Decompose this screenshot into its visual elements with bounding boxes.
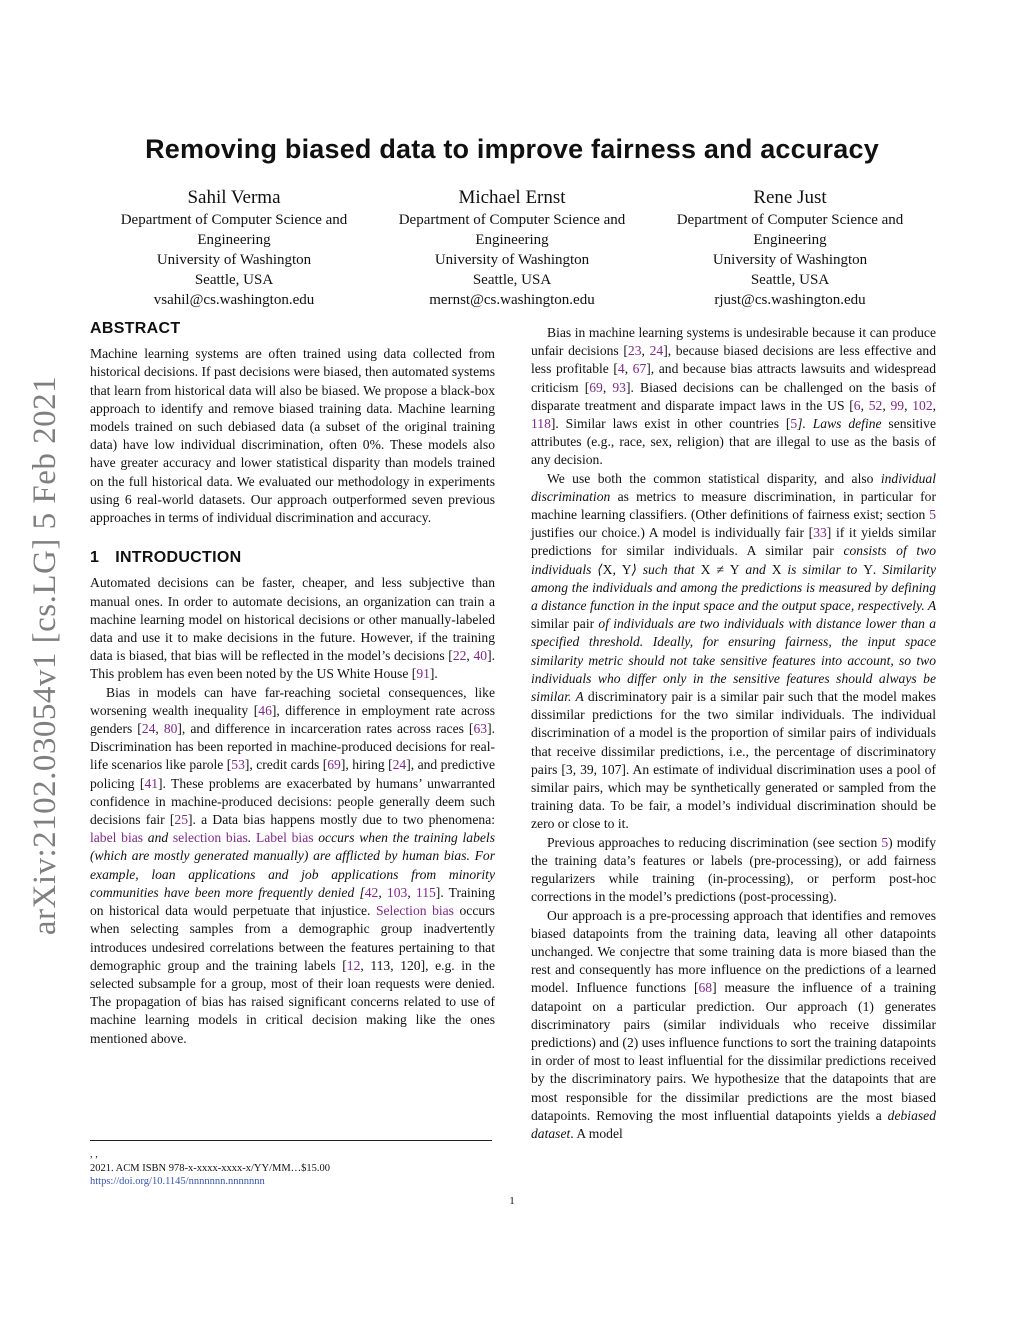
abstract-text: Machine learning systems are often trained using data collected from historical decisions. If past decisions were biased, then automated systems that learn from historical data will also be biased. We propose a black-box approach to identify and remove biased training data. Machine learning models trained on such debiased data (a subset of the original training data) have low individual discrimination, often 0%. These models also have greater accuracy and lower statistical disparity than models trained on the full historical data. We evaluated our methodology in experiments using 6 real-world datasets. Our approach outperformed seven previous approaches in terms of individual discrimination and accuracy. <box>90 346 495 526</box>
author-city: Seattle, USA <box>472 272 552 288</box>
text-run: ], e.g. in the selected subsample for a group, most of their loan requests were denied. The propagation of bias has raised significant concerns related to use of machine learning models in critical decision making like the ones mentioned above. <box>90 957 496 1046</box>
right-column <box>531 324 936 1143</box>
citation-link[interactable]: 93 <box>612 379 626 395</box>
text-run: Bias in models can have far-reaching societal consequences, like worsening wealth inequality [ <box>90 684 495 718</box>
text-run: Y <box>621 561 632 577</box>
emphasized-term: consists of two individuals ⟨ <box>531 543 936 577</box>
citation-link[interactable]: 102 <box>912 397 933 413</box>
text-run: Y <box>729 561 740 577</box>
text-run: 120 <box>400 957 421 973</box>
citation-link[interactable]: 91 <box>416 666 430 682</box>
left-column <box>90 320 495 1048</box>
abstract-heading: ABSTRACT <box>90 320 181 337</box>
intro-paragraph-1 <box>90 574 495 683</box>
author-city: Seattle, USA <box>750 272 830 288</box>
right-paragraph-4 <box>531 907 936 1144</box>
text-run: , <box>904 397 913 413</box>
author-dept: Department of Computer Science and Engineering <box>120 212 348 248</box>
author-1 <box>100 186 368 310</box>
text-run: ], difference in employment rate across genders [ <box>90 702 495 737</box>
text-run: . A model <box>570 1125 623 1141</box>
page-number: 1 <box>509 1195 515 1207</box>
citation-link[interactable]: 80 <box>163 721 178 737</box>
arxiv-stamp <box>28 360 64 950</box>
text-run: , <box>407 884 416 900</box>
text-run: justifies our choice.) A model is individually fair [ <box>531 525 814 541</box>
footnote-divider <box>90 1140 492 1141</box>
text-run: Previous approaches to reducing discrimination (see section <box>547 834 882 850</box>
text-run: occurs when selecting samples from a demographic group inadvertently introduces undesired correlations between the features pertaining to that demographic group and the training labels [ <box>90 903 495 973</box>
text-run: 39 <box>580 761 594 777</box>
citation-link[interactable]: 103 <box>386 884 408 900</box>
text-run: , <box>155 721 164 737</box>
text-run: ] if it yields similar predictions for similar individuals. A <box>531 525 936 559</box>
citation-link[interactable]: 42 <box>364 884 379 900</box>
text-run: ) modify the training data’s features or labels (pre-processing), or add fairness regularizers while training (in-processing), or perform post-hoc corrections in the model’s predictions (post-processing). <box>531 834 936 905</box>
emphasized-term: , <box>378 884 387 900</box>
paper-title: Removing biased data to improve fairness and accuracy <box>145 134 879 164</box>
citation-link[interactable]: 5 <box>929 507 936 523</box>
doi-link[interactable]: https://doi.org/10.1145/nnnnnnn.nnnnnnn <box>90 1176 265 1187</box>
citation-link[interactable]: 5 <box>790 416 798 432</box>
author-univ: University of Washington <box>156 252 312 268</box>
author-block <box>100 186 924 310</box>
text-run: of a model is the proportion of similar pairs of individuals that receive dissimilar predictions, i.e., the percentage of discriminatory pairs [ <box>531 725 936 777</box>
footnote-marks: , , <box>90 1149 98 1160</box>
author-univ: University of Washington <box>712 252 868 268</box>
text-run: 3 <box>565 761 573 777</box>
text-run: (e.g., race, sex, religion) that are illegal to use as the basis of any decision. <box>531 434 936 468</box>
text-run: , <box>572 761 581 777</box>
emphasized-term: . <box>247 830 256 846</box>
section-title: INTRODUCTION <box>115 549 242 567</box>
text-run: X <box>700 561 711 577</box>
citation-link[interactable]: selection bias <box>172 830 248 846</box>
intro-paragraph-2 <box>90 684 495 1048</box>
citation-link[interactable]: 33 <box>813 525 827 541</box>
text-run: individual discrimination <box>531 707 936 741</box>
text-run: is a similar pair such that the model makes dissimilar predictions for the two similar individuals. The <box>531 689 936 723</box>
author-city: Seattle, USA <box>194 272 274 288</box>
text-run: ]. An estimate of individual discrimination uses a pool of similar pairs, which may be synthetically generated or sampled from the training data. To be fair, a model’s individual discrimination should be zero or close to it. <box>531 761 936 832</box>
citation-link[interactable]: 4 <box>617 361 625 377</box>
author-name: Sahil Verma <box>187 187 281 208</box>
author-2 <box>378 186 646 310</box>
text-run: , <box>860 397 869 413</box>
author-name: Michael Ernst <box>458 187 566 208</box>
author-univ: University of Washington <box>434 252 590 268</box>
citation-link[interactable]: 118 <box>531 416 551 432</box>
citation-link[interactable]: 40 <box>473 648 488 664</box>
citation-link[interactable]: 24 <box>141 721 156 737</box>
text-run: ]. Discrimination has been reported in machine-produced decisions for real-life scenarios like parole [ <box>90 721 495 773</box>
citation-link[interactable]: 63 <box>473 721 488 737</box>
citation-link[interactable]: 12 <box>346 957 361 973</box>
emphasized-term: of individuals are two individuals with distance lower than a specified threshold. Ideally, for ensuring fairness, the input space similarity metric should not take sensitive features into account, so two individuals who differ only in the sensitive features should always be similar. A <box>531 616 936 705</box>
text-run: ], and difference in incarceration rates across races [ <box>177 721 474 737</box>
emphasized-term: , <box>612 561 622 577</box>
emphasized-term: and <box>739 561 772 577</box>
text-run: discriminatory pair <box>587 689 693 705</box>
emphasized-term: ≠ <box>710 561 730 577</box>
text-run: Our approach is a pre-processing approach that identifies and removes biased datapoints from the training data, leaving all other datapoints unchanged. We conjectre that some training data is more biased than the rest and consequently has more influence on the predictions of a learned model. Influence functions [ <box>531 907 936 996</box>
text-run: ]. Training on historical data would perpetuate that injustice. <box>90 884 495 919</box>
author-email[interactable]: rjust@cs.washington.edu <box>714 292 866 308</box>
text-run: , <box>360 957 371 973</box>
citation-link[interactable]: label bias <box>90 830 144 846</box>
text-run: ]. a Data bias happens mostly due to two phenomena: <box>188 812 495 828</box>
text-run: ] measure the influence of a training datapoint on a particular prediction. Our approach (1) generates discriminatory pairs (similar individuals who receive dissimilar predictions) and (2) uses influence functions to sort the training datapoints in order of most to least influential for the dissimilar predictions received by the discriminatory pairs. We hypothesize that the datapoints that are most responsible for the dissimilar predictions are the most biased datapoints. Removing the most influential datapoints yields a <box>531 980 936 1123</box>
author-email[interactable]: vsahil@cs.washington.edu <box>153 292 315 308</box>
footnote-isbn: 2021. ACM ISBN 978-x-xxxx-xxxx-x/YY/MM…$15.00 <box>90 1162 331 1174</box>
right-paragraph-3 <box>531 834 936 907</box>
text-run: ]. This problem has even been noted by the US White House [ <box>90 648 496 682</box>
text-run: X <box>602 561 613 577</box>
citation-link[interactable]: 67 <box>632 361 647 377</box>
citation-link[interactable]: 41 <box>144 775 159 791</box>
citation-link[interactable]: 22 <box>452 648 467 664</box>
text-run: ], and predictive policing [ <box>90 757 495 791</box>
text-run: ]. <box>429 666 438 682</box>
text-run: as metrics to measure discrimination, in particular for machine learning classifiers. (Other definitions of fairness exist; section <box>531 488 936 523</box>
author-name: Rene Just <box>753 187 827 208</box>
citation-link[interactable]: 68 <box>698 980 713 996</box>
emphasized-term: ⟩ such that <box>631 561 701 577</box>
text-run: Bias in machine learning systems is undesirable because it can produce unfair decisions [ <box>531 325 936 359</box>
author-3 <box>656 186 924 310</box>
text-run: , <box>882 397 891 413</box>
citation-link[interactable]: Selection bias <box>375 903 454 919</box>
text-run: , <box>641 343 650 359</box>
text-run: , <box>624 361 633 377</box>
citation-link[interactable]: 24 <box>649 343 664 359</box>
text-run: 113 <box>370 957 391 973</box>
author-dept: Department of Computer Science and Engineering <box>398 212 626 248</box>
text-run: ], credit cards [ <box>244 757 328 773</box>
author-dept: Department of Computer Science and Engineering <box>676 212 904 248</box>
text-run: ], because biased decisions are less effective and less profitable [ <box>531 343 937 377</box>
emphasized-term: . Similarity among the individuals and among the predictions is measured by defining a distance function in the input space and the output space, respectively. A <box>531 561 936 614</box>
text-run: X <box>771 561 782 577</box>
text-run: , <box>593 761 602 777</box>
section-number: 1 <box>90 549 100 567</box>
citation-link[interactable]: 23 <box>627 343 642 359</box>
intro-heading <box>90 549 495 567</box>
text-run: ]. Similar laws exist in other countries [ <box>550 416 791 432</box>
emphasized-term: individual discrimination <box>531 470 936 504</box>
citation-link[interactable]: 99 <box>890 397 905 413</box>
arxiv-stamp-text: arXiv:2102.03054v1 [cs.LG] 5 Feb 2021 <box>27 375 64 935</box>
citation-link[interactable]: 69 <box>327 757 341 773</box>
text-run: , <box>390 957 401 973</box>
text-run: Automated decisions can be faster, cheaper, and less subjective than manual ones. In order to automate decisions, an organization can train a machine learning model on historical decisions or other manually-labeled data and use it to make decisions in the future. However, if the training data is biased, that bias will be reflected in the model’s decisions [ <box>90 575 495 664</box>
citation-link[interactable]: 46 <box>258 702 272 718</box>
citation-link[interactable]: 6 <box>853 397 861 413</box>
emphasized-term: ]. Laws define <box>797 416 889 432</box>
emphasized-term: and <box>143 830 173 846</box>
author-email[interactable]: mernst@cs.washington.edu <box>429 292 595 308</box>
text-run: , <box>932 397 937 413</box>
text-run: similar pair <box>765 543 834 559</box>
text-run: sensitive attributes <box>531 416 936 450</box>
citation-link[interactable]: 5 <box>881 834 889 850</box>
text-run: ], and because bias attracts lawsuits and widespread criticism [ <box>531 361 937 395</box>
citation-link[interactable]: 52 <box>868 397 883 413</box>
text-run: , <box>602 379 613 395</box>
text-run: ]. Biased decisions can be challenged on the basis of disparate treatment and disparate impact laws in the US [ <box>531 379 936 413</box>
text-run: similar pair <box>531 616 595 632</box>
emphasized-term: debiased dataset <box>531 1107 936 1141</box>
text-run: 107 <box>601 761 622 777</box>
right-paragraph-2 <box>531 470 936 834</box>
citation-link[interactable]: 115 <box>415 884 436 900</box>
citation-link[interactable]: Label bias <box>255 830 314 846</box>
text-run: Y <box>863 561 874 577</box>
citation-link[interactable]: 53 <box>231 757 245 773</box>
right-paragraph-1 <box>531 324 936 470</box>
text-run: ], hiring [ <box>340 757 393 773</box>
emphasized-term: is similar to <box>781 561 864 577</box>
text-run: ]. These problems are exacerbated by humans’ unwarranted confidence in machine-produced decisions: people generally deem such decisions fair [ <box>90 775 496 828</box>
text-run: We use both the common statistical disparity, and also <box>547 470 881 486</box>
text-run: , <box>466 648 474 664</box>
citation-link[interactable]: 69 <box>589 379 603 395</box>
citation-link[interactable]: 25 <box>174 812 188 828</box>
footnote <box>90 1148 492 1189</box>
citation-link[interactable]: 24 <box>392 757 407 773</box>
emphasized-term: occurs when the training labels (which are mostly generated manually) are afflicted by human bias. For example, loan applications and job applications from minority communities have been more frequently denied [ <box>90 830 495 900</box>
